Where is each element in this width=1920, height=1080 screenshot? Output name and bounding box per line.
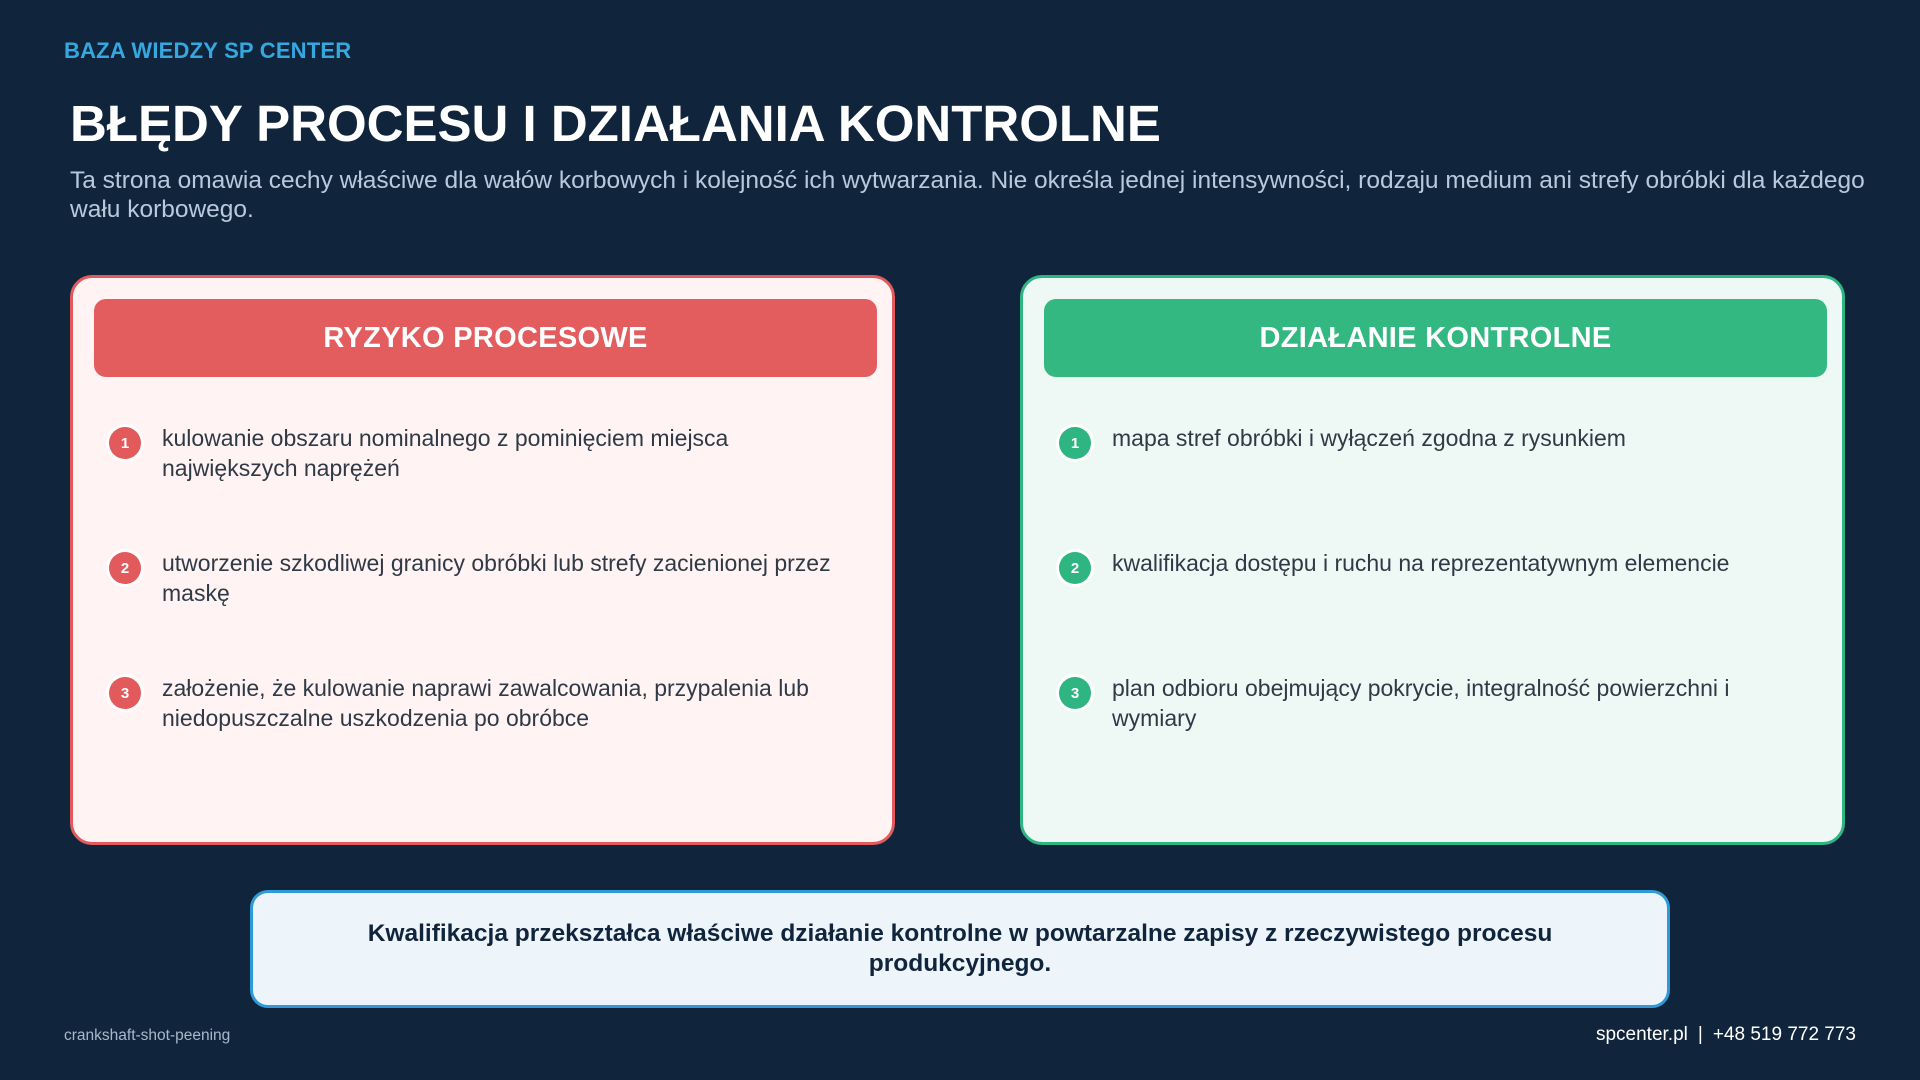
brand-label: BAZA WIEDZY SP CENTER: [64, 38, 352, 63]
risk-item-number: 2: [109, 552, 141, 584]
control-item-text: mapa stref obróbki i wyłączeń zgodna z rysunkiem: [1112, 425, 1626, 451]
control-item: [1059, 673, 1799, 733]
control-item-number: 1: [1059, 427, 1091, 459]
risk-card: [70, 275, 895, 845]
footer-website[interactable]: spcenter.pl: [1595, 1024, 1688, 1045]
control-card: [1020, 275, 1845, 845]
summary-box: [250, 890, 1670, 1008]
risk-item-text: założenie, że kulowanie naprawi zawalcowania, przypalenia lub niedopuszczalne uszkodzenia po obróbce: [162, 675, 809, 731]
footer-contact: [1596, 1024, 1856, 1046]
page-title: BŁĘDY PROCESU I DZIAŁANIA KONTROLNE: [70, 95, 1161, 152]
summary-text: Kwalifikacja przekształca właściwe działanie kontrolne w powtarzalne zapisy z rzeczywistego procesu produkcyjnego.: [367, 920, 1553, 977]
control-item: [1059, 423, 1799, 459]
risk-item: [109, 673, 849, 733]
risk-item: [109, 423, 849, 483]
control-item: [1059, 548, 1799, 584]
risk-item: [109, 548, 849, 608]
control-item-text: kwalifikacja dostępu i ruchu na reprezentatywnym elemencie: [1112, 550, 1730, 576]
footer-phone[interactable]: +48 519 772 773: [1712, 1024, 1856, 1045]
risk-item-number: 1: [109, 427, 141, 459]
control-item-number: 2: [1059, 552, 1091, 584]
risk-card-header: RYZYKO PROCESOWE: [94, 299, 877, 377]
risk-item-number: 3: [109, 677, 141, 709]
control-item-number: 3: [1059, 677, 1091, 709]
risk-item-text: utworzenie szkodliwej granicy obróbki lub strefy zacienionej przez maskę: [162, 550, 831, 606]
risk-item-text: kulowanie obszaru nominalnego z pominięciem miejsca największych naprężeń: [162, 425, 729, 481]
footer-slug: crankshaft-shot-peening: [64, 1027, 231, 1044]
control-card-header: DZIAŁANIE KONTROLNE: [1044, 299, 1827, 377]
footer-separator: |: [1697, 1024, 1703, 1045]
control-item-text: plan odbioru obejmujący pokrycie, integralność powierzchni i wymiary: [1112, 675, 1730, 731]
page-subtitle: Ta strona omawia cechy właściwe dla wałów korbowych i kolejność ich wytwarzania. Nie określa jednej intensywności, rodzaju medium ani strefy obróbki dla każdego wału korbowego.: [70, 167, 1865, 223]
